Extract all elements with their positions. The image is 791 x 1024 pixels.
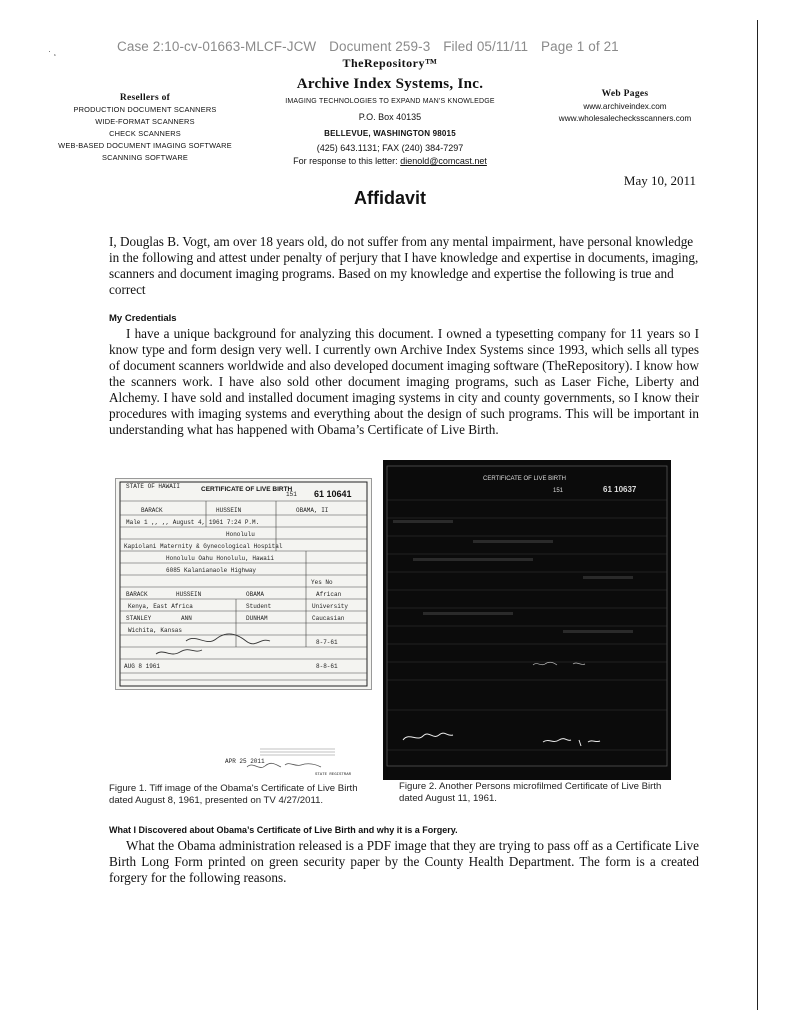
- web-link[interactable]: www.archiveindex.com: [583, 101, 667, 111]
- fig1-address: 6085 Kalanianaole Highway: [166, 567, 257, 574]
- form-grid-lines: [120, 501, 367, 673]
- discovery-heading: What I Discovered about Obama’s Certificate of Live Birth and why it is a Forgery.: [109, 825, 458, 835]
- page-title: Affidavit: [354, 188, 426, 208]
- credentials-paragraph: [109, 326, 699, 438]
- web-pages-heading: Web Pages: [601, 89, 649, 99]
- fig1-place: Honolulu: [226, 531, 255, 538]
- response-label: For response to this letter:: [293, 156, 398, 166]
- fig1-stamp-date: APR 25 2011: [225, 758, 265, 765]
- fig1-child-last: OBAMA, II: [296, 507, 329, 514]
- phone-fax: (425) 643.1131; FAX (240) 384-7297: [316, 143, 464, 153]
- discovery-text: What the Obama administration released is a PDF image that they are trying to pass off as a Certificate Live Birth Long Form printed on green security paper by the County Health Department. The form is a created forgery for the following reasons.: [109, 838, 699, 885]
- reseller-item: WIDE-FORMAT SCANNERS: [95, 117, 195, 126]
- company-tagline: IMAGING TECHNOLOGIES TO EXPAND MAN'S KNOWLEDGE: [285, 98, 495, 105]
- certificate-form-graphic: [116, 479, 371, 689]
- fig1-hospital: Kapiolani Maternity & Gynecological Hospital: [124, 543, 283, 550]
- fig1-father-employer: University: [312, 603, 349, 610]
- reseller-item: CHECK SCANNERS: [109, 129, 181, 138]
- figure-2-caption: Figure 2. Another Persons microfilmed Certificate of Live Birth dated August 11, 1961.: [399, 781, 662, 804]
- figure-2-microfilm-image: [383, 460, 671, 780]
- fig1-mother-birthplace: Wichita, Kansas: [128, 627, 183, 634]
- resellers-block: [45, 92, 245, 164]
- filed-date: Filed 05/11/11: [443, 39, 529, 54]
- fig1-father-race: African: [316, 591, 342, 598]
- repository-logo: TheRepository™: [342, 56, 438, 70]
- scan-edge-line: [757, 20, 758, 1010]
- figure-1-caption: Figure 1. Tiff image of the Obama's Certificate of Live Birth dated August 8, 1961, presented on TV 4/27/2011.: [109, 783, 358, 806]
- fig1-mother-race: Caucasian: [312, 615, 345, 622]
- response-line: [250, 155, 530, 168]
- case-number: Case 2:10-cv-01663-MLCF-JCW: [117, 39, 317, 54]
- reseller-item: PRODUCTION DOCUMENT SCANNERS: [73, 105, 217, 114]
- svg-text:Yes No: Yes No: [311, 579, 333, 586]
- fig2-file-number: 151: [553, 488, 564, 494]
- fig1-date-filed: AUG 8 1961: [124, 663, 161, 670]
- discovery-paragraph: [109, 838, 699, 886]
- svg-text:STATE REGISTRAR: STATE REGISTRAR: [315, 773, 352, 777]
- svg-text:Male 1 ,, ,, August: Male 1 ,, ,, August 4, 1961 7:24 P.M.: [126, 519, 260, 526]
- fig1-certificate-number: 61 10641: [314, 489, 352, 499]
- fig1-father-first: BARACK: [126, 591, 148, 598]
- reseller-item: SCANNING SOFTWARE: [101, 153, 189, 162]
- fig1-mother-last: DUNHAM: [246, 615, 268, 622]
- company-name: Archive Index Systems, Inc.: [296, 76, 484, 92]
- figure-1-stamp-area: [225, 745, 375, 777]
- fig1-child-first: BARACK: [141, 507, 163, 514]
- fig1-father-last: OBAMA: [246, 591, 265, 598]
- fig1-file-number: 151: [286, 491, 297, 498]
- credentials-heading: My Credentials: [109, 313, 177, 324]
- fig2-header: CERTIFICATE OF LIVE BIRTH: [483, 476, 567, 482]
- web-pages-block: [530, 88, 720, 126]
- scan-mark: · ¸: [48, 46, 57, 56]
- city: BELLEVUE, WASHINGTON 98015: [324, 129, 456, 138]
- letter-date: May 10, 2011: [623, 173, 696, 188]
- svg-text:8-7-61: 8-7-61: [316, 639, 338, 646]
- court-filing-stamp: [117, 39, 628, 54]
- letterhead-contact: [250, 95, 530, 168]
- svg-text:Honolulu Oahu: Honolulu Oahu Honolulu, Hawaii: [166, 555, 275, 562]
- microfilm-certificate-graphic: [383, 460, 671, 780]
- fig1-father-middle: HUSSEIN: [176, 591, 202, 598]
- fig1-header: CERTIFICATE OF LIVE BIRTH: [201, 486, 293, 493]
- page-number: Page 1 of 21: [541, 39, 619, 54]
- web-link[interactable]: www.wholesalechecksscanners.com: [558, 114, 692, 123]
- fig1-mother-maiden: STANLEY: [126, 615, 152, 622]
- fig1-child-middle: HUSSEIN: [216, 507, 242, 514]
- fig1-mother-first: ANN: [181, 615, 192, 622]
- svg-text:8-8-61: 8-8-61: [316, 663, 338, 670]
- reseller-item: WEB-BASED DOCUMENT IMAGING SOFTWARE: [58, 141, 232, 150]
- fig1-father-birthplace: Kenya, East Africa: [128, 603, 193, 610]
- fig1-father-occupation: Student: [246, 603, 272, 610]
- response-email[interactable]: dienold@comcast.net: [400, 156, 487, 166]
- credentials-text: I have a unique background for analyzing this document. I owned a typesetting company for 11 years so I know type and form design very well. I currently own Archive Index Systems since 1993, which sells all types of document scanners worldwide and also developed document imaging software (TheRepository). I know how the scanners work. I have also sold other document imaging programs, such as Laser Fiche, Liberty and Alchemy. I have sold and installed document imaging systems in city and county governments, so I know their procedures with imaging systems and everything about the design of such programs. This will be important in understanding what has happened with Obama’s Certificate of Live Birth.: [109, 326, 699, 437]
- intro-paragraph: I, Douglas B. Vogt, am over 18 years old, do not suffer from any mental impairment, have personal knowledge in the following and attest under penalty of perjury that I have knowledge and expertise in documents, imaging, scanners and document imaging programs. Based on my knowledge and expertise the following is true and correct: [109, 234, 699, 297]
- fig2-certificate-number: 61 10637: [603, 485, 637, 494]
- registrar-stamp-graphic: [225, 745, 375, 777]
- resellers-heading: Resellers of: [119, 93, 171, 103]
- document-number: Document 259-3: [329, 39, 431, 54]
- figure-1-certificate-image: [115, 478, 372, 690]
- fig1-state: STATE OF HAWAII: [126, 483, 181, 490]
- po-box: P.O. Box 40135: [358, 112, 422, 122]
